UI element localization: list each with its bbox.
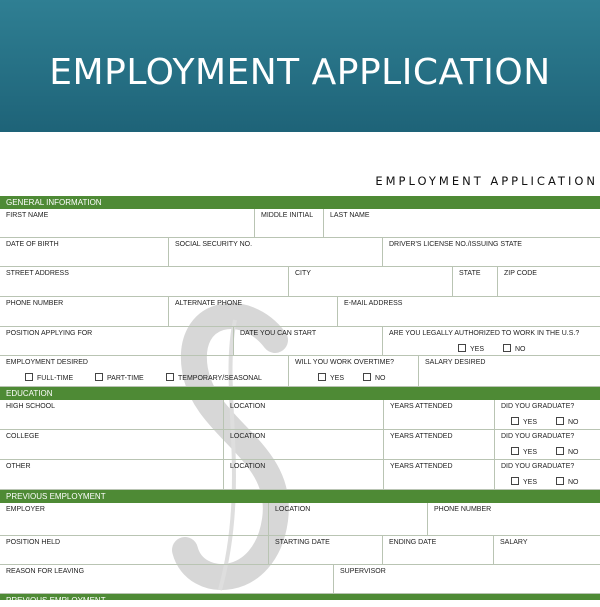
- ending-date-field[interactable]: [383, 536, 494, 565]
- graduate-no-checkbox[interactable]: NO: [556, 447, 579, 456]
- state-field[interactable]: [453, 267, 498, 297]
- dob-label: DATE OF BIRTH: [6, 241, 59, 248]
- employment-desired-field: [0, 356, 289, 387]
- education-row: [0, 430, 600, 460]
- overtime-yes-checkbox[interactable]: YES: [318, 373, 344, 382]
- education-label: HIGH SCHOOL: [6, 403, 56, 410]
- overtime-no-checkbox[interactable]: NO: [363, 373, 386, 382]
- city-field[interactable]: [289, 267, 453, 297]
- education-location-field[interactable]: [224, 460, 384, 490]
- education-years-label: YEARS ATTENDED: [390, 433, 453, 440]
- first-name-label: FIRST NAME: [6, 212, 49, 219]
- employer-location-field[interactable]: [269, 503, 428, 536]
- ssn-field[interactable]: [169, 238, 383, 267]
- education-years-field[interactable]: [384, 460, 495, 490]
- authorized-field: [383, 327, 600, 356]
- license-label: DRIVER'S LICENSE NO./ISSUING STATE: [389, 241, 522, 248]
- education-years-field[interactable]: [384, 430, 495, 460]
- zip-field[interactable]: [498, 267, 600, 297]
- salary-field[interactable]: [494, 536, 600, 565]
- street-address-label: STREET ADDRESS: [6, 270, 69, 277]
- banner-title: EMPLOYMENT APPLICATION: [49, 52, 551, 93]
- graduate-yes-checkbox[interactable]: YES: [511, 417, 537, 426]
- education-label: OTHER: [6, 463, 31, 470]
- middle-initial-field[interactable]: [255, 209, 324, 238]
- education-row: [0, 460, 600, 490]
- position-row: [0, 327, 600, 356]
- phone-label: PHONE NUMBER: [6, 300, 64, 307]
- starting-date-label: STARTING DATE: [275, 539, 330, 546]
- education-years-label: YEARS ATTENDED: [390, 463, 453, 470]
- reason-field[interactable]: [0, 565, 334, 594]
- part-time-checkbox[interactable]: PART-TIME: [95, 373, 144, 382]
- supervisor-field[interactable]: [334, 565, 600, 594]
- id-row: [0, 238, 600, 267]
- salary-desired-field[interactable]: [419, 356, 600, 387]
- education-label: COLLEGE: [6, 433, 40, 440]
- temporary-checkbox[interactable]: TEMPORARY/SEASONAL: [166, 373, 262, 382]
- position-held-field[interactable]: [0, 536, 269, 565]
- starting-date-field[interactable]: [269, 536, 383, 565]
- section-education: EDUCATION: [0, 387, 600, 400]
- section-previous-employment-2: PREVIOUS EMPLOYMENT: [0, 594, 600, 600]
- employer-phone-field[interactable]: [428, 503, 600, 536]
- email-field[interactable]: [338, 297, 600, 327]
- email-label: E-MAIL ADDRESS: [344, 300, 403, 307]
- overtime-field: [289, 356, 419, 387]
- authorized-no-checkbox[interactable]: NO: [503, 344, 526, 353]
- employer-phone-label: PHONE NUMBER: [434, 506, 492, 513]
- name-row: [0, 209, 600, 238]
- salary-desired-label: SALARY DESIRED: [425, 359, 486, 366]
- header-banner: [0, 0, 600, 132]
- education-graduate-label: DID YOU GRADUATE?: [501, 463, 575, 470]
- employment-row: [0, 356, 600, 387]
- address-row: [0, 267, 600, 297]
- alt-phone-field[interactable]: [169, 297, 338, 327]
- education-location-label: LOCATION: [230, 463, 266, 470]
- education-row: [0, 400, 600, 430]
- state-label: STATE: [459, 270, 481, 277]
- street-address-field[interactable]: [0, 267, 289, 297]
- last-name-label: LAST NAME: [330, 212, 370, 219]
- education-graduate-label: DID YOU GRADUATE?: [501, 403, 575, 410]
- authorized-yes-checkbox[interactable]: YES: [458, 344, 484, 353]
- ssn-label: SOCIAL SECURITY NO.: [175, 241, 253, 248]
- supervisor-label: SUPERVISOR: [340, 568, 386, 575]
- alt-phone-label: ALTERNATE PHONE: [175, 300, 243, 307]
- first-name-field[interactable]: [0, 209, 255, 238]
- phone-field[interactable]: [0, 297, 169, 327]
- authorized-label: ARE YOU LEGALLY AUTHORIZED TO WORK IN THE U.S.?: [389, 330, 580, 337]
- education-location-label: LOCATION: [230, 403, 266, 410]
- reason-label: REASON FOR LEAVING: [6, 568, 85, 575]
- graduate-no-checkbox[interactable]: NO: [556, 417, 579, 426]
- education-label-cell[interactable]: [0, 400, 224, 430]
- education-years-field[interactable]: [384, 400, 495, 430]
- ending-date-label: ENDING DATE: [389, 539, 437, 546]
- zip-label: ZIP CODE: [504, 270, 537, 277]
- employer-label: EMPLOYER: [6, 506, 45, 513]
- phone-row: [0, 297, 600, 327]
- section-previous-employment: PREVIOUS EMPLOYMENT: [0, 490, 600, 503]
- employer-row: [0, 503, 600, 536]
- reason-row: [0, 565, 600, 594]
- education-location-field[interactable]: [224, 430, 384, 460]
- last-name-field[interactable]: [324, 209, 600, 238]
- dob-field[interactable]: [0, 238, 169, 267]
- position-held-label: POSITION HELD: [6, 539, 61, 546]
- salary-label: SALARY: [500, 539, 528, 546]
- license-field[interactable]: [383, 238, 600, 267]
- middle-initial-label: MIDDLE INITIAL: [261, 212, 314, 219]
- education-label-cell[interactable]: [0, 430, 224, 460]
- graduate-no-checkbox[interactable]: NO: [556, 477, 579, 486]
- city-label: CITY: [295, 270, 311, 277]
- education-years-label: YEARS ATTENDED: [390, 403, 453, 410]
- graduate-yes-checkbox[interactable]: YES: [511, 477, 537, 486]
- employer-location-label: LOCATION: [275, 506, 311, 513]
- education-location-field[interactable]: [224, 400, 384, 430]
- employment-desired-label: EMPLOYMENT DESIRED: [6, 359, 88, 366]
- education-graduate-label: DID YOU GRADUATE?: [501, 433, 575, 440]
- position-label: POSITION APPLYING FOR: [6, 330, 93, 337]
- overtime-label: WILL YOU WORK OVERTIME?: [295, 359, 395, 366]
- start-date-field[interactable]: [234, 327, 383, 356]
- position-field[interactable]: [0, 327, 234, 356]
- position-held-row: [0, 536, 600, 565]
- education-location-label: LOCATION: [230, 433, 266, 440]
- full-time-checkbox[interactable]: FULL-TIME: [25, 373, 73, 382]
- section-general-information: GENERAL INFORMATION: [0, 196, 600, 209]
- graduate-yes-checkbox[interactable]: YES: [511, 447, 537, 456]
- education-label-cell[interactable]: [0, 460, 224, 490]
- employer-field[interactable]: [0, 503, 269, 536]
- form-title: EMPLOYMENT APPLICATION: [375, 174, 598, 188]
- start-date-label: DATE YOU CAN START: [240, 330, 317, 337]
